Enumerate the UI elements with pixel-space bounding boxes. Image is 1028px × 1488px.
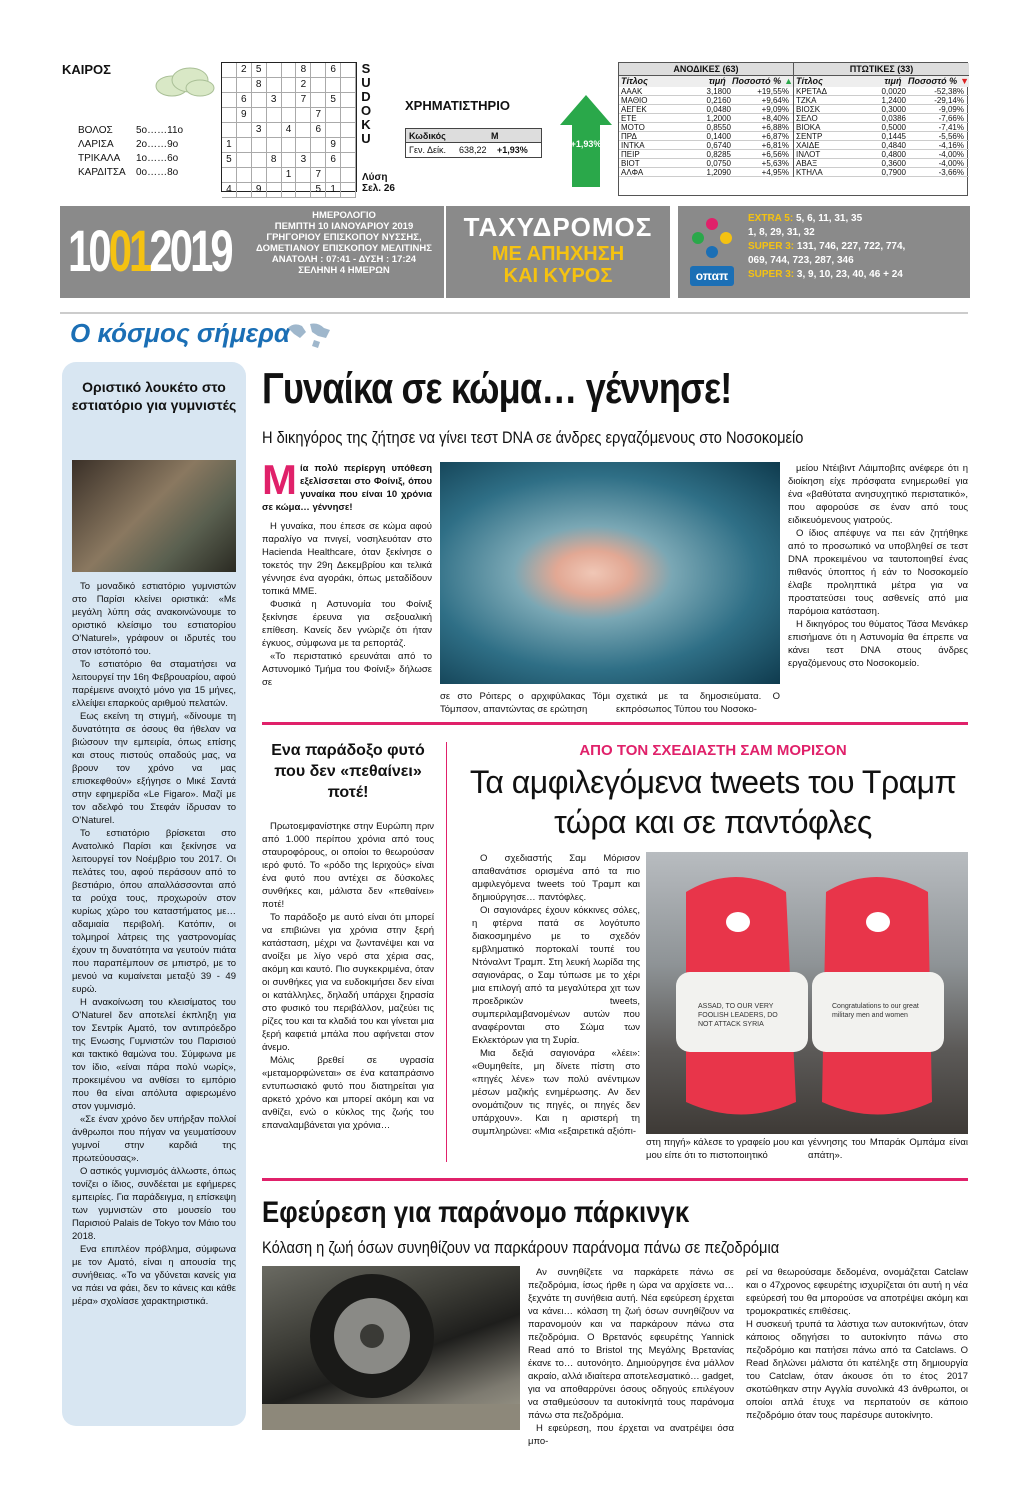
paragraph: Ο σχεδιαστής Σαμ Μόρισον απαθανάτισε ορισμένα από τα πιο αμφιλεγόμενα tweets τού Τραμπ και δημιούργησε… παντόφλες.: [472, 853, 640, 903]
article-trump-kicker: ΑΠΟ ΤΟΝ ΣΧΕΔΙΑΣΤΗ ΣΑΜ ΜΟΡΙΣΟΝ: [579, 742, 847, 759]
sudoku-cell: [341, 108, 356, 123]
stock-price: 0,3000: [881, 105, 906, 114]
up-arrow-icon: [560, 95, 612, 187]
sudoku-cell: [237, 153, 252, 168]
article-trump-col2b: γέννησης του Μπαράκ Ομπάμα είναι απάτη».: [808, 1137, 968, 1161]
gainers-row: [619, 141, 793, 150]
stock-pct: -7,41%: [938, 123, 964, 132]
stock-pct: -5,56%: [938, 132, 964, 141]
sudoku-cell: [311, 153, 326, 168]
stock-pct: -4,00%: [938, 159, 964, 168]
sudoku-cell: [311, 138, 326, 153]
weather-city: ΚΑΡΔΙΤΣΑ: [78, 167, 126, 178]
super3-label-2: SUPER 3:: [748, 269, 795, 280]
sudoku-cell: [296, 138, 311, 153]
stock-name: ΚΡΕΤΑΔ: [796, 87, 827, 96]
stock-name: ΠΕΙΡ: [621, 150, 640, 159]
flat-tire-photo: [262, 1266, 520, 1430]
sudoku-cell: 6: [237, 93, 252, 108]
extra5-numbers-b: 1, 8, 29, 31, 32: [748, 227, 815, 238]
sudoku-cell: [341, 93, 356, 108]
divider: [446, 742, 447, 1162]
stock-name: ΚΤΗΛΑ: [796, 168, 823, 177]
stock-name: ΙΝΤΚΑ: [621, 141, 645, 150]
article-coma-col2b: σχετικά με τα δημοσιεύματα. Ο εκπρόσωπος Τύπου του Νοσοκο-: [616, 691, 780, 715]
paragraph: Μόλις βρεθεί σε υγρασία «μεταμορφώνεται» σε ένα καταπράσινο εντυπωσιακό φυτό που διατηρείται για αρκετό χρόνο και μπορεί ακόμη και να ανθίζει, ενώ ο κύκλος της ζωής του επαναλαμβάνεται για χρόνια…: [262, 1055, 434, 1131]
date-bar: [60, 206, 444, 298]
sudoku-cell: 2: [237, 63, 252, 78]
article-parking-col1: [528, 1266, 734, 1448]
stock-price: 0,0020: [881, 87, 906, 96]
sudoku-cell: [311, 63, 326, 78]
stock-name: ΑΕΓΕΚ: [621, 105, 647, 114]
sudoku-cell: [267, 168, 282, 183]
stock-name: ΒΙΟΤ: [621, 159, 640, 168]
gainers-col-price: τιμή: [708, 76, 726, 86]
weather-temp: 1ο……6ο: [136, 153, 179, 164]
gainers-row: [619, 105, 793, 114]
sudoku-solution-label: Λύση: [362, 172, 388, 183]
losers-row: [794, 132, 969, 141]
postbox-line1: ΜΕ ΑΠΗΧΗΣΗ: [491, 243, 625, 265]
weather-row: [78, 138, 183, 152]
sudoku-cell: [252, 138, 267, 153]
weather-city: ΒΟΛΟΣ: [78, 125, 113, 136]
opap-lines: [748, 212, 905, 282]
sudoku-cell: [282, 153, 297, 168]
stock-price: 0,8550: [706, 123, 731, 132]
stock-price: 0,0750: [706, 159, 731, 168]
date-month: 01: [108, 219, 150, 284]
article-plant-body: [262, 820, 434, 1132]
paragraph: ρεί να θεωρούσαμε δεδομένα, ονομάζεται Catclaw και ο 47χρονος εφευρέτης ισχυρίζεται ότι αυτή η νέα εφεύρεσή του θα μπορούσε να αποτρέψει ακόμη και τρομοκρατικές επιθέσεις.: [746, 1267, 968, 1317]
sudoku-cell: [326, 108, 341, 123]
date-display: [68, 218, 231, 285]
date-year: 2019: [149, 219, 231, 284]
losers-row: [794, 114, 969, 123]
paragraph: Φυσικά η Αστυνομία του Φοίνιξ ξεκίνησε έρευνα για σεξουαλική επίθεση. Κανείς δεν γνώριζε ότι ήταν έγκυος, σύμφωνα με τα ρεπορτάζ.: [262, 599, 432, 649]
stock-pct: -52,38%: [934, 87, 964, 96]
arrow-label: +1,93%: [570, 139, 602, 149]
paragraph: «Το περιστατικό ερευνάται από το Αστυνομικό Τμήμα του Φοίνιξ» δήλωσε σε: [262, 651, 432, 688]
article-plant-title: Ενα παράδοξο φυτό που δεν «πεθαίνει» ποτέ!: [271, 742, 425, 801]
gainers-row: [619, 96, 793, 105]
sudoku-cell: 6: [326, 63, 341, 78]
almanac-line: ΣΕΛΗΝΗ 4 ΗΜΕΡΩΝ: [298, 265, 390, 276]
stock-pct: +9,64%: [761, 96, 789, 105]
stock-price: 0,0386: [881, 114, 906, 123]
slipper-text-right: Congratulations to our great military men and women: [832, 1003, 919, 1019]
stock-name: ΤΖΚΑ: [796, 96, 817, 105]
paragraph: «Σε έναν χρόνο δεν υπήρξαν πολλοί άνθρωποι που πήγαν να γευματίσουν γυμνοί στην καρδιά της πρωτεύουσας».: [72, 1114, 236, 1164]
gainers-row: [619, 114, 793, 123]
baby-hand-photo: [440, 462, 780, 684]
article-parking-title: Εφεύρεση για παράνομο πάρκινγκ: [262, 1196, 690, 1229]
up-arrow-icon: ▲: [784, 76, 793, 86]
sudoku-cell: 6: [311, 123, 326, 138]
almanac-line: ΓΡΗΓΟΡΙΟΥ ΕΠΙΣΚΟΠΟΥ ΝΥΣΣΗΣ,: [266, 232, 422, 243]
sudoku-cell: [252, 108, 267, 123]
paragraph: Αν συνηθίζετε να παρκάρετε πάνω σε πεζοδρόμια, ίσως ήρθε η ώρα να αρχίσετε να… ξεχνάτε τη συνήθεια αυτή. Νέα εφεύρεση έρχεται να κάνει… κόλαση τη ζωή όσων συνηθίζουν να παρανομούν και να παρκάρουν πάνω στα πεζοδρόμια. Ο Βρετανός εφευρέτης Yannick Read από το Bristol της Μεγάλης Βρετανίας έκανε το… αυτονόητο. Δημιούργησε ένα μάλλον ακραίο, αλλά ιδιαίτερα αποτελεσματικό… gadget, για να αποθαρρύνει όσους οδηγούς επιλέγουν να σταθμεύσουν τα αυτοκίνητά τους παράνομα πάνω στα πεζοδρόμια.: [528, 1267, 734, 1421]
sudoku-cell: [282, 183, 297, 198]
extra5-numbers-a: 5, 6, 11, 31, 35: [795, 213, 863, 224]
postbox-banner: [446, 206, 670, 298]
paragraph: Ο ίδιος απέφυγε να πει εάν ζητήθηκε από το προσωπικό να υποβληθεί σε τεστ DNA προκειμένου να ταυτοποιηθεί ένας πιθανός ύποπτος ή εάν το Νοσοκομείο έλαβε προληπτικά μέτρα για να προστατεύσει τους ασθενείς από μια παρόμοια κατάσταση.: [788, 528, 968, 617]
sudoku-cell: [237, 183, 252, 198]
sudoku-cell: [341, 78, 356, 93]
sudoku-cell: 8: [252, 78, 267, 93]
sudoku-cell: 9: [237, 108, 252, 123]
stock-name: ΣΕΛΟ: [796, 114, 818, 123]
almanac-line: ΔΟΜΕΤΙΑΝΟΥ ΕΠΙΣΚΟΠΟΥ ΜΕΛΙΤΙΝΗΣ: [256, 243, 432, 254]
losers-row: [794, 96, 969, 105]
sudoku-cell: [237, 123, 252, 138]
sudoku-cell: [296, 108, 311, 123]
opap-logo-text: οπαπ: [695, 269, 729, 283]
sudoku-cell: 7: [311, 168, 326, 183]
super3-label: SUPER 3:: [748, 241, 795, 252]
losers-table: [794, 63, 969, 177]
sudoku-title: [360, 62, 372, 146]
gainers-row: [619, 168, 793, 177]
sudoku-cell: [341, 153, 356, 168]
sudoku-solution-ref: [362, 172, 395, 194]
stock-index-change: +1,93%: [497, 145, 528, 155]
sudoku-cell: [222, 108, 237, 123]
almanac: [246, 210, 442, 276]
stock-price: 0,2160: [706, 96, 731, 105]
sudoku-cell: [252, 153, 267, 168]
sudoku-cell: [222, 123, 237, 138]
sudoku-cell: 4: [222, 183, 237, 198]
sudoku-cell: [311, 93, 326, 108]
gainers-col-title: Τίτλος: [621, 76, 648, 86]
super3-numbers-a: 131, 746, 227, 722, 774,: [796, 241, 906, 252]
paragraph: Πρωτοεμφανίστηκε στην Ευρώπη πριν από 1.000 περίπου χρόνια από τους σταυροφόρους, οι οποίοι το θεωρούσαν ιερό φυτό. Το «ρόδο της Ιεριχούς» είναι ένα φυτό που αντέχει σε δύσκολες συνθήκες και, μάλιστα δεν «πεθαίνει» ποτέ!: [262, 821, 434, 910]
divider: [262, 722, 968, 725]
sudoku-cell: [252, 93, 267, 108]
article-parking-col2: [746, 1266, 968, 1422]
article-coma-title: Γυναίκα σε κώμα… γέννησε!: [262, 364, 732, 413]
sudoku-cell: 5: [326, 93, 341, 108]
sudoku-cell: [222, 93, 237, 108]
stock-pct: +6,87%: [761, 132, 789, 141]
sudoku-cell: 7: [296, 93, 311, 108]
stock-pct: -4,00%: [938, 150, 964, 159]
losers-row: [794, 123, 969, 132]
gainers-title: ΑΝΟΔΙΚΕΣ (63): [619, 63, 793, 76]
sudoku-cell: [326, 78, 341, 93]
paragraph: Το εστιατόριο βρίσκεται στο Ανατολικό Παρίσι και ξεκίνησε να λειτουργεί τον Νοέμβριο του 2017. Οι πελάτες του, αφού περάσουν από το βεστιάριο, όπου απαλλάσσονται από τα ρούχα τους, προχωρούν στον κυρίως χώρο του καταστήματος με… αδαμιαία περιβολή. Κατόπιν, οι τολμηροί λάτρεις της γαστρονομίας έχουν τη δυνατότητα να γευτούν πιάτα που παραπέμπουν σε μπιστρό, με το μενού να κυμαίνεται μεταξύ 39 - 49 ευρώ.: [72, 828, 236, 995]
stock-price: 0,4840: [881, 141, 906, 150]
sudoku-cell: 8: [296, 63, 311, 78]
sudoku-cell: 9: [326, 138, 341, 153]
losers-col-title: Τίτλος: [796, 76, 823, 86]
losers-row: [794, 105, 969, 114]
weather-box: [62, 62, 222, 192]
gainers-row: [619, 132, 793, 141]
paragraph: Η συσκευή τρυπά τα λάστιχα των αυτοκινήτων, όταν κάποιος οδηγήσει το αυτοκίνητο πάνω στο πεζοδρόμιο και πατήσει πάνω από τα Catclaws. Ο Read δηλώνει μάλιστα ότι κατέληξε στη δημιουργία του Catclaw, όταν άκουσε ότι το έτος 2017 σκοτώθηκαν στην Αγγλία συνολικά 43 άνθρωποι, οι οποίοι απλά έτυχε να περπατούν σε κάποιο πεζοδρόμιο όταν τους παρέσυρε αυτοκίνητο.: [746, 1319, 968, 1421]
paragraph: Το εστιατόριο θα σταματήσει να λειτουργεί την 16η Φεβρουαρίου, αφού παρέμεινε ανοιχτό μόνο για 15 μήνες, ελλείψει επαρκούς αριθμού πελατών.: [72, 659, 236, 709]
sudoku-cell: [341, 138, 356, 153]
weather-city: ΤΡΙΚΑΛΑ: [78, 153, 121, 164]
sudoku-solution-page: Σελ. 26: [362, 183, 395, 194]
stock-price: 0,8285: [706, 150, 731, 159]
sudoku-title-letter: S: [361, 61, 371, 76]
stock-pct: +6,56%: [761, 150, 789, 159]
sudoku-cell: [341, 123, 356, 138]
stock-price: 0,4800: [881, 150, 906, 159]
sudoku-title-letter: D: [361, 89, 371, 104]
almanac-line: ΠΕΜΠΤΗ 10 ΙΑΝΟΥΑΡΙΟΥ 2019: [274, 221, 414, 232]
slippers-photo: [646, 852, 968, 1134]
super3-numbers-b: 069, 744, 723, 287, 346: [748, 255, 854, 266]
paragraph: Οι σαγιονάρες έχουν κόκκινες σόλες, η φτέρνα πατά σε λογότυπο διακοσμημένο με το σχεδόν εμβληματικό πορτοκαλί τουπέ του Ντόναλντ Τραμπ. Στη λευκή λωρίδα της σαγιονάρας, ο Σαμ τύπωσε με το χέρι μια επιλογή από τα μεγαλύτερα χιτ των προεδρικών tweets, συμπεριλαμβανομένων αυτών που αναφέρονται στο Σώμα των Εκλεκτόρων για τη Συρία.: [472, 905, 640, 1046]
losers-col-price: τιμή: [884, 76, 902, 86]
stock-price: 3,1800: [706, 87, 731, 96]
weather-row: [78, 124, 183, 138]
article-coma-lead: ία πολύ περίεργη υπόθεση εξελίσσεται στο Φοίνιξ, όπου γυναίκα που είναι 10 χρόνια σε κώμα… γέννησε!: [262, 463, 432, 513]
stock-pct: -9,09%: [938, 105, 964, 114]
article-coma-col3: [788, 462, 968, 670]
stock-pct: -3,66%: [938, 168, 964, 177]
gainers-row: [619, 123, 793, 132]
weather-row: [78, 166, 183, 180]
weather-temp: 5ο……11ο: [136, 125, 184, 136]
sudoku-cell: [282, 78, 297, 93]
postbox-title: ΤΑΧΥΔΡΟΜΟΣ: [463, 212, 653, 242]
sudoku-cell: [267, 138, 282, 153]
super3-numbers-c: 3, 9, 10, 23, 40, 46 + 24: [796, 269, 903, 280]
stock-pct: +4,95%: [761, 168, 789, 177]
stock-header-m: Μ: [491, 131, 499, 141]
gainers-col-pct: Ποσοστό %: [732, 76, 782, 86]
tire-illustration: [262, 1266, 520, 1430]
sudoku-cell: [237, 168, 252, 183]
article-coma-col1: [262, 456, 432, 689]
paragraph: μείου Ντέιβιντ Λάιμποβιτς ανέφερε ότι η διοίκηση είχε πρόσφατα ενημερωθεί για ένα «βαθύτατα ανησυχητικό περιστατικό», που αφορούσε σε έναν από τους ειδικευόμενους γιατρούς.: [788, 463, 968, 526]
stock-name: ΑΛΦΑ: [621, 168, 644, 177]
sudoku-cell: 3: [252, 123, 267, 138]
stock-price: 0,1445: [881, 132, 906, 141]
slippers-illustration: [646, 852, 968, 1134]
sudoku-cell: 1: [282, 168, 297, 183]
sudoku-cell: 4: [282, 123, 297, 138]
stock-name: ΣΕΝΤΡ: [796, 132, 823, 141]
sudoku-cell: [237, 138, 252, 153]
sudoku-cell: 7: [311, 108, 326, 123]
sudoku-cell: 5: [252, 63, 267, 78]
stock-pct: -29,14%: [934, 96, 964, 105]
stock-price: 1,2000: [706, 114, 731, 123]
losers-row: [794, 87, 969, 96]
sudoku-cell: [341, 168, 356, 183]
paragraph: Το μοναδικό εστιατόριο γυμνιστών στο Παρίσι κλείνει οριστικά: «Με μεγάλη λύπη σάς ανακοινώνουμε το οριστικό κλείσιμο του εστιατορίου O'Naturel», γράφουν οι ιδρυτές του στον ιστότοπό του.: [72, 581, 236, 657]
stock-price: 1,2400: [881, 96, 906, 105]
losers-row: [794, 159, 969, 168]
stock-name: ΜΑΘΙΟ: [621, 96, 648, 105]
losers-col-pct: Ποσοστό %: [908, 76, 958, 86]
sudoku-title-letter: O: [360, 103, 372, 118]
losers-row: [794, 168, 969, 177]
sudoku-cell: [267, 123, 282, 138]
paragraph: Η ανακοίνωση του κλεισίματος του O'Naturel δεν αποτελεί έκπληξη για τον Σεντρίκ Αματό, τον αντιπρόεδρο της Ενωσης Γυμνιστών του Παρισιού και τακτικό θαμώνα του. Σύμφωνα με τον ίδιο, «είναι πάρα πολύ νωρίς», προκειμένου να ανθίσει το εμπόριο που θα είναι απόλυτα αφιερωμένο στον γυμνισμό.: [72, 997, 236, 1112]
stock-pct: -4,16%: [938, 141, 964, 150]
slipper-text-left: ASSAD, TO OUR VERY FOOLISH LEADERS, DO NOT ATTACK SYRIA: [698, 1003, 778, 1028]
sudoku-cell: [282, 138, 297, 153]
sudoku-cell: [267, 78, 282, 93]
stock-price: 1,2090: [706, 168, 731, 177]
sudoku-cell: 1: [222, 138, 237, 153]
paragraph: Ο αστικός γυμνισμός άλλωστε, όπως τονίζει ο ίδιος, συνδέεται με εφήμερες εμπειρίες. Για παράδειγμα, η επίσκεψη των γυμνιστών στο μουσείο του Παρισιού Palais de Tokyo τον Μάιο του 2018.: [72, 1166, 236, 1242]
article-parking-subtitle: Κόλαση η ζωή όσων συνηθίζουν να παρκάρουν παράνομα πάνω σε πεζοδρόμια: [262, 1238, 780, 1257]
sudoku-cell: [341, 63, 356, 78]
sudoku-cell: 3: [296, 153, 311, 168]
sidebar-article: [62, 362, 246, 1426]
down-arrow-icon: ▼: [960, 76, 969, 86]
sudoku-cell: 3: [267, 93, 282, 108]
article-trump-title: Τα αμφιλεγόμενα tweets του Τραμπ τώρα και σε παντόφλες: [469, 764, 957, 840]
paragraph: Η δικηγόρος του θύματος Τάσα Μενάκερ επισήμανε ότι η Αστυνομία θα έπρεπε να κάνει τεστ DNA στους άνδρες εργαζόμενους στο Νοσοκομείο.: [788, 619, 968, 669]
stock-header-code: Κωδικός: [409, 131, 446, 141]
sudoku-cell: [222, 78, 237, 93]
weather-temp: 0ο……8ο: [136, 167, 179, 178]
sudoku-cell: [282, 108, 297, 123]
sudoku-cell: [326, 123, 341, 138]
stock-price: 0,6740: [706, 141, 731, 150]
stock-index-name: Γεν. Δείκ.: [409, 145, 446, 155]
stock-name: ΠΡΔ: [621, 132, 637, 141]
stock-pct: +9,09%: [761, 105, 789, 114]
sidebar-body: [72, 580, 236, 1308]
drop-cap: Μ: [262, 456, 297, 503]
sudoku-title-letter: K: [361, 117, 371, 132]
losers-row: [794, 150, 969, 159]
sudoku-cell: [326, 168, 341, 183]
sidebar-title: Οριστικό λουκέτο στο εστιατόριο για γυμνιστές: [71, 379, 237, 413]
sudoku-cell: [267, 63, 282, 78]
weather-city: ΛΑΡΙΣΑ: [78, 139, 114, 150]
sudoku-cell: 6: [326, 153, 341, 168]
weather-list: [78, 124, 183, 180]
restaurant-photo: [72, 460, 236, 572]
opap-results: [678, 206, 970, 298]
stock-price: 0,0480: [706, 105, 731, 114]
stock-name: ΑΒΑΞ: [796, 159, 818, 168]
gainers-table: [619, 63, 794, 177]
paragraph: Ενα επιπλέον πρόβλημα, σύμφωνα με τον Αματό, είναι η απουσία της συνήθειας. «Το να γδύνεται κανείς για να πάει να φάει, δεν το κάνεις και κάθε μέρα» σχολίασε χαρακτηριστικά.: [72, 1244, 236, 1307]
opap-logo-icon: [688, 214, 736, 292]
sudoku-cell: 5: [222, 153, 237, 168]
stock-index-table: [405, 128, 542, 158]
stock-movers: [618, 62, 968, 196]
sudoku-cell: 1: [326, 183, 341, 198]
stock-name: ΙΝΛΟΤ: [796, 150, 821, 159]
sudoku-cell: [267, 108, 282, 123]
stock-pct: +6,88%: [761, 123, 789, 132]
weather-row: [78, 152, 183, 166]
sudoku-cell: [296, 168, 311, 183]
stock-price: 0,3600: [881, 159, 906, 168]
article-coma-subtitle: Η δικηγόρος της ζήτησε να γίνει τεστ DNA σε άνδρες εργαζόμενους στο Νοσοκομείο: [262, 428, 804, 447]
stock-price: 0,5000: [881, 123, 906, 132]
sudoku-cell: 9: [252, 183, 267, 198]
weather-title: ΚΑΙΡΟΣ: [62, 62, 111, 77]
sudoku-cell: [222, 63, 237, 78]
sudoku-cell: [311, 78, 326, 93]
stock-name: ΧΑΙΔΕ: [796, 141, 820, 150]
paragraph: Μια δεξιά σαγιονάρα «λέει»: «Θυμηθείτε, μη δίνετε πίστη στο «πηγές λένε» των πολύ ανέντιμων μέσων μαζικής ενημέρωσης. Αν δεν ονομάτιζουν τις πηγές, οι πηγές δεν υπάρχουν». Και η αριστερή τη συμπληρώνει: «Μια «εξαιρετικά αξιόπι-: [472, 1048, 640, 1137]
stock-pct: +8,40%: [761, 114, 789, 123]
sudoku-cell: [252, 168, 267, 183]
paragraph: Η εφεύρεση, που έρχεται να ανατρέψει όσα μπο-: [528, 1423, 734, 1447]
stock-index-value: 638,22: [459, 145, 487, 155]
stock-name: ΒΙΟΣΚ: [796, 105, 821, 114]
sudoku-cell: [222, 168, 237, 183]
sudoku-cell: [282, 93, 297, 108]
postbox-line2: ΚΑΙ ΚΥΡΟΣ: [503, 265, 613, 287]
stock-title: ΧΡΗΜΑΤΙΣΤΗΡΙΟ: [405, 98, 510, 113]
losers-title: ΠΤΩΤΙΚΕΣ (33): [794, 63, 969, 76]
weather-temp: 2ο……9ο: [136, 139, 179, 150]
gainers-row: [619, 150, 793, 159]
sudoku-cell: [282, 63, 297, 78]
stock-name: ΕΤΕ: [621, 114, 637, 123]
paragraph: Εως εκείνη τη στιγμή, «δίνουμε τη δυνατότητα σε όσους θα ήθελαν να βιώσουν την εμπειρία, όπως επίσης και στους πιστούς οπαδούς μας, να βρουν τον χρόνο να μας επισκεφθούν» εξήγησε ο Μικέ Σαντά στην εφημερίδα «Le Figaro». Μαζί με τον αδελφό του Στεφάν ίδρυσαν το O'Naturel.: [72, 711, 236, 826]
sudoku-title-letter: U: [361, 75, 371, 90]
sudoku-cell: [267, 183, 282, 198]
gainers-row: [619, 159, 793, 168]
paragraph: Η γυναίκα, που έπεσε σε κώμα αφού παραλίγο να πνιγεί, νοσηλευόταν στο Hacienda Healthcare, όταν ξεκίνησε ο τοκετός την 29η Δεκεμβρίου και τελικά γέννησε ένα αγοράκι, όπως μεταδίδουν τοπικά ΜΜΕ.: [262, 521, 432, 597]
sudoku-grid: [221, 62, 357, 195]
sudoku-cell: 8: [267, 153, 282, 168]
stock-pct: +6,81%: [761, 141, 789, 150]
extra5-label: EXTRA 5:: [748, 213, 794, 224]
sudoku-cell: [237, 78, 252, 93]
almanac-line: ΑΝΑΤΟΛΗ : 07:41 - ΔΥΣΗ : 17:24: [271, 254, 417, 265]
stock-pct: +5,63%: [761, 159, 789, 168]
losers-row: [794, 141, 969, 150]
gainers-row: [619, 87, 793, 96]
sudoku-cell: 2: [296, 78, 311, 93]
stock-price: 0,1400: [706, 132, 731, 141]
sudoku-cell: [296, 123, 311, 138]
stock-price: 0,7900: [881, 168, 906, 177]
section-banner: Ο κόσμος σήμερα: [70, 318, 291, 348]
article-trump-col2a: στη πηγή» κάλεσε το γραφείο μου και μου είπε ότι το πιστοποιητικό: [646, 1137, 804, 1161]
sudoku-title-letter: U: [361, 131, 371, 146]
cloud-icon: [152, 66, 216, 98]
divider: [262, 1178, 968, 1181]
stock-name: ΑΑΑΚ: [621, 87, 643, 96]
stock-name: ΒΙΟΚΑ: [796, 123, 821, 132]
paragraph: Το παράδοξο με αυτό είναι ότι μπορεί να επιβιώνει για χρόνια στην ξερή κατάσταση, μέχρι να ζωντανέψει και να ανοίξει με λίγο νερό στα χέρια σας, ακόμη και καυτό. Πιο συγκεκριμένα, όταν οι συνθήκες για να ευδοκιμήσει δεν είναι οι κατάλληλες, δηλαδή υπάρχει ξηρασία στο φυσικό του περιβάλλον, μαζεύει τις ρίζες του και τα κλαδιά του και γίνεται μια ξερή καφετιά μπάλα που αφήνεται στον άνεμο.: [262, 912, 434, 1053]
stock-pct: -7,66%: [938, 114, 964, 123]
article-coma-col2a: σε στο Ρόιτερς ο αρχιφύλακας Τόμι Τόμπσον, απαντώντας σε ερώτηση: [440, 691, 610, 715]
sudoku-cell: 5: [311, 183, 326, 198]
divider: [60, 312, 968, 314]
article-trump-body: [472, 852, 640, 1138]
date-day: 10: [68, 219, 109, 284]
sudoku-cell: [296, 183, 311, 198]
stock-name: ΜΟΤΟ: [621, 123, 645, 132]
almanac-line: ΗΜΕΡΟΛΟΓΙΟ: [312, 210, 376, 221]
stock-pct: +19,55%: [757, 87, 789, 96]
world-map-icon: [284, 320, 334, 350]
sudoku-cell: [341, 183, 356, 198]
